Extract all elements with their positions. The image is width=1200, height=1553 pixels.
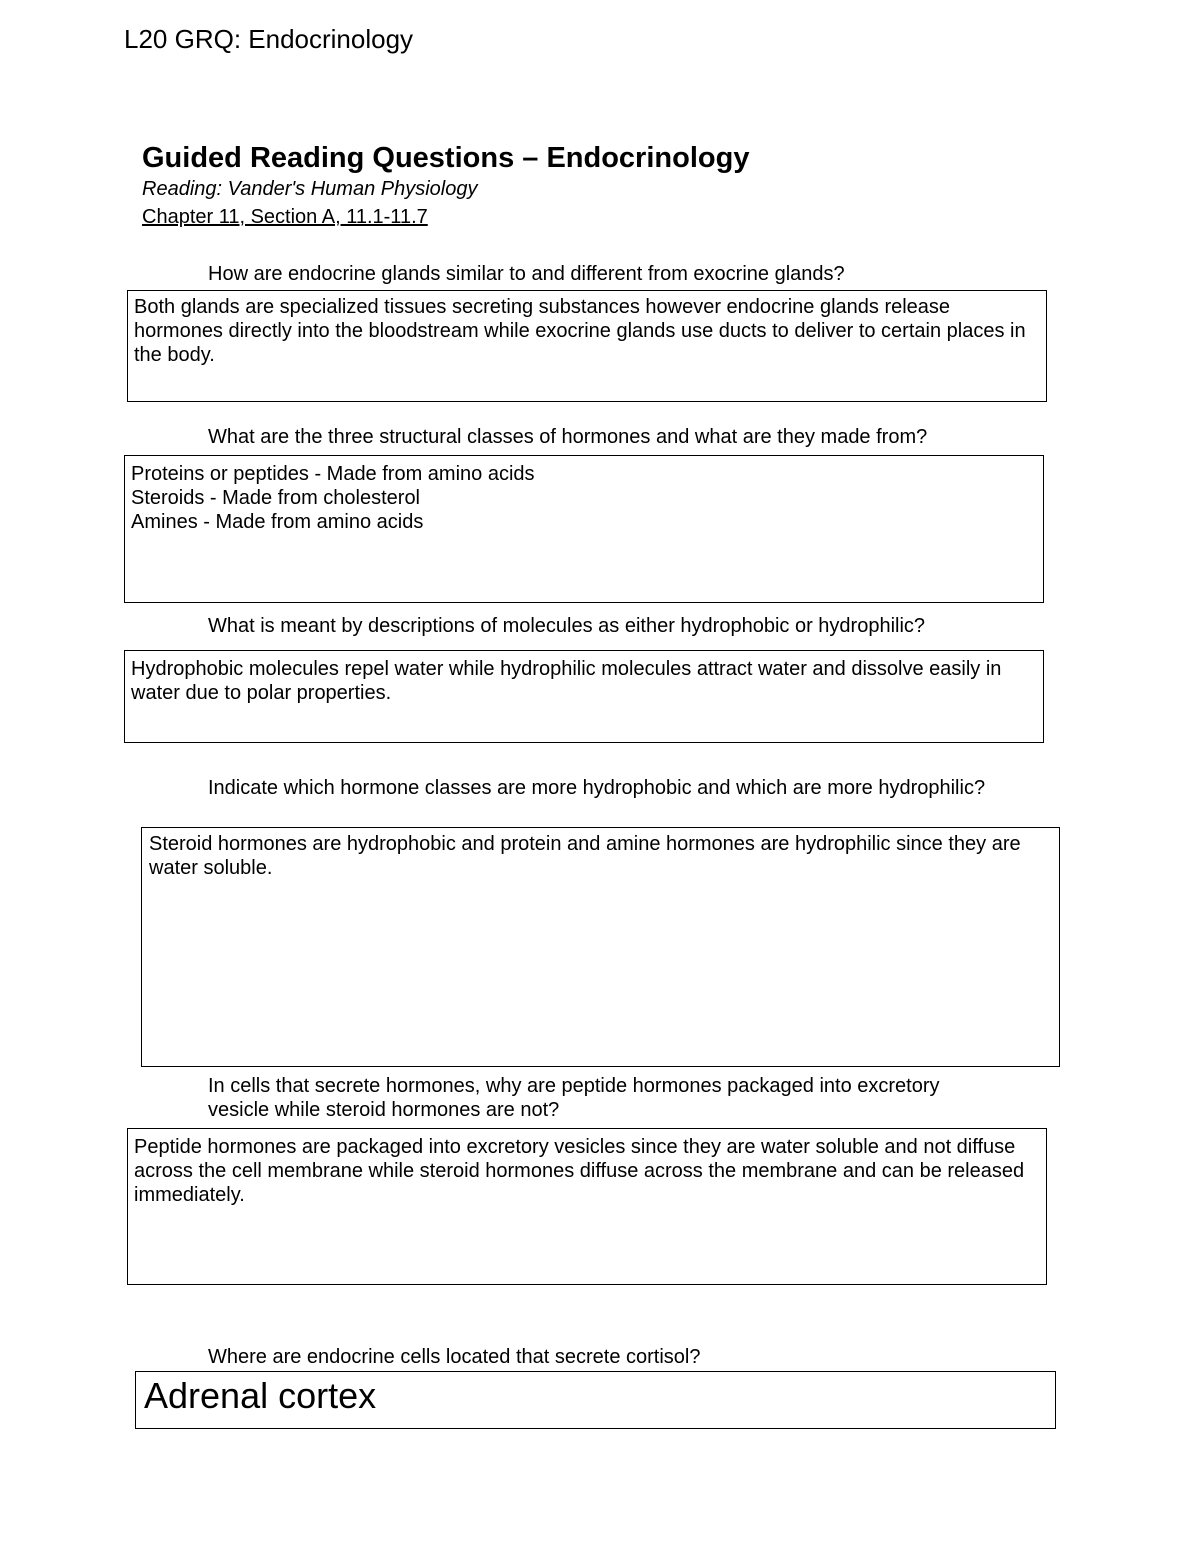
question-5: In cells that secrete hormones, why are peptide hormones packaged into excretory vesicle while steroid hormones are not? — [208, 1075, 940, 1121]
question-6: Where are endocrine cells located that secrete cortisol? — [208, 1346, 701, 1368]
answer-box-2[interactable]: Proteins or peptides - Made from amino acids Steroids - Made from cholesterol Amines - Made from amino acids — [124, 455, 1044, 603]
document-header: L20 GRQ: Endocrinology — [124, 24, 414, 54]
answer-box-3[interactable]: Hydrophobic molecules repel water while hydrophilic molecules attract water and dissolve easily in water due to polar properties. — [124, 650, 1044, 743]
page-title: Guided Reading Questions – Endocrinology — [142, 142, 750, 174]
answer-box-5[interactable]: Peptide hormones are packaged into excretory vesicles since they are water soluble and not diffuse across the cell membrane while steroid hormones diffuse across the membrane and can be released immediately. — [127, 1128, 1047, 1285]
reading-reference: Reading: Vander's Human Physiology — [142, 178, 478, 200]
answer-box-1[interactable]: Both glands are specialized tissues secreting substances however endocrine glands release hormones directly into the bloodstream while exocrine glands use ducts to deliver to certain places in the body. — [127, 290, 1047, 402]
chapter-reference: Chapter 11, Section A, 11.1-11.7 — [142, 206, 428, 228]
answer-box-6[interactable]: Adrenal cortex — [135, 1371, 1056, 1429]
question-3: What is meant by descriptions of molecules as either hydrophobic or hydrophilic? — [208, 615, 926, 637]
question-2: What are the three structural classes of hormones and what are they made from? — [208, 426, 928, 448]
question-4: Indicate which hormone classes are more hydrophobic and which are more hydrophilic? — [208, 777, 986, 799]
answer-box-4[interactable]: Steroid hormones are hydrophobic and protein and amine hormones are hydrophilic since they are water soluble. — [141, 827, 1060, 1067]
question-1: How are endocrine glands similar to and different from exocrine glands? — [208, 263, 845, 285]
